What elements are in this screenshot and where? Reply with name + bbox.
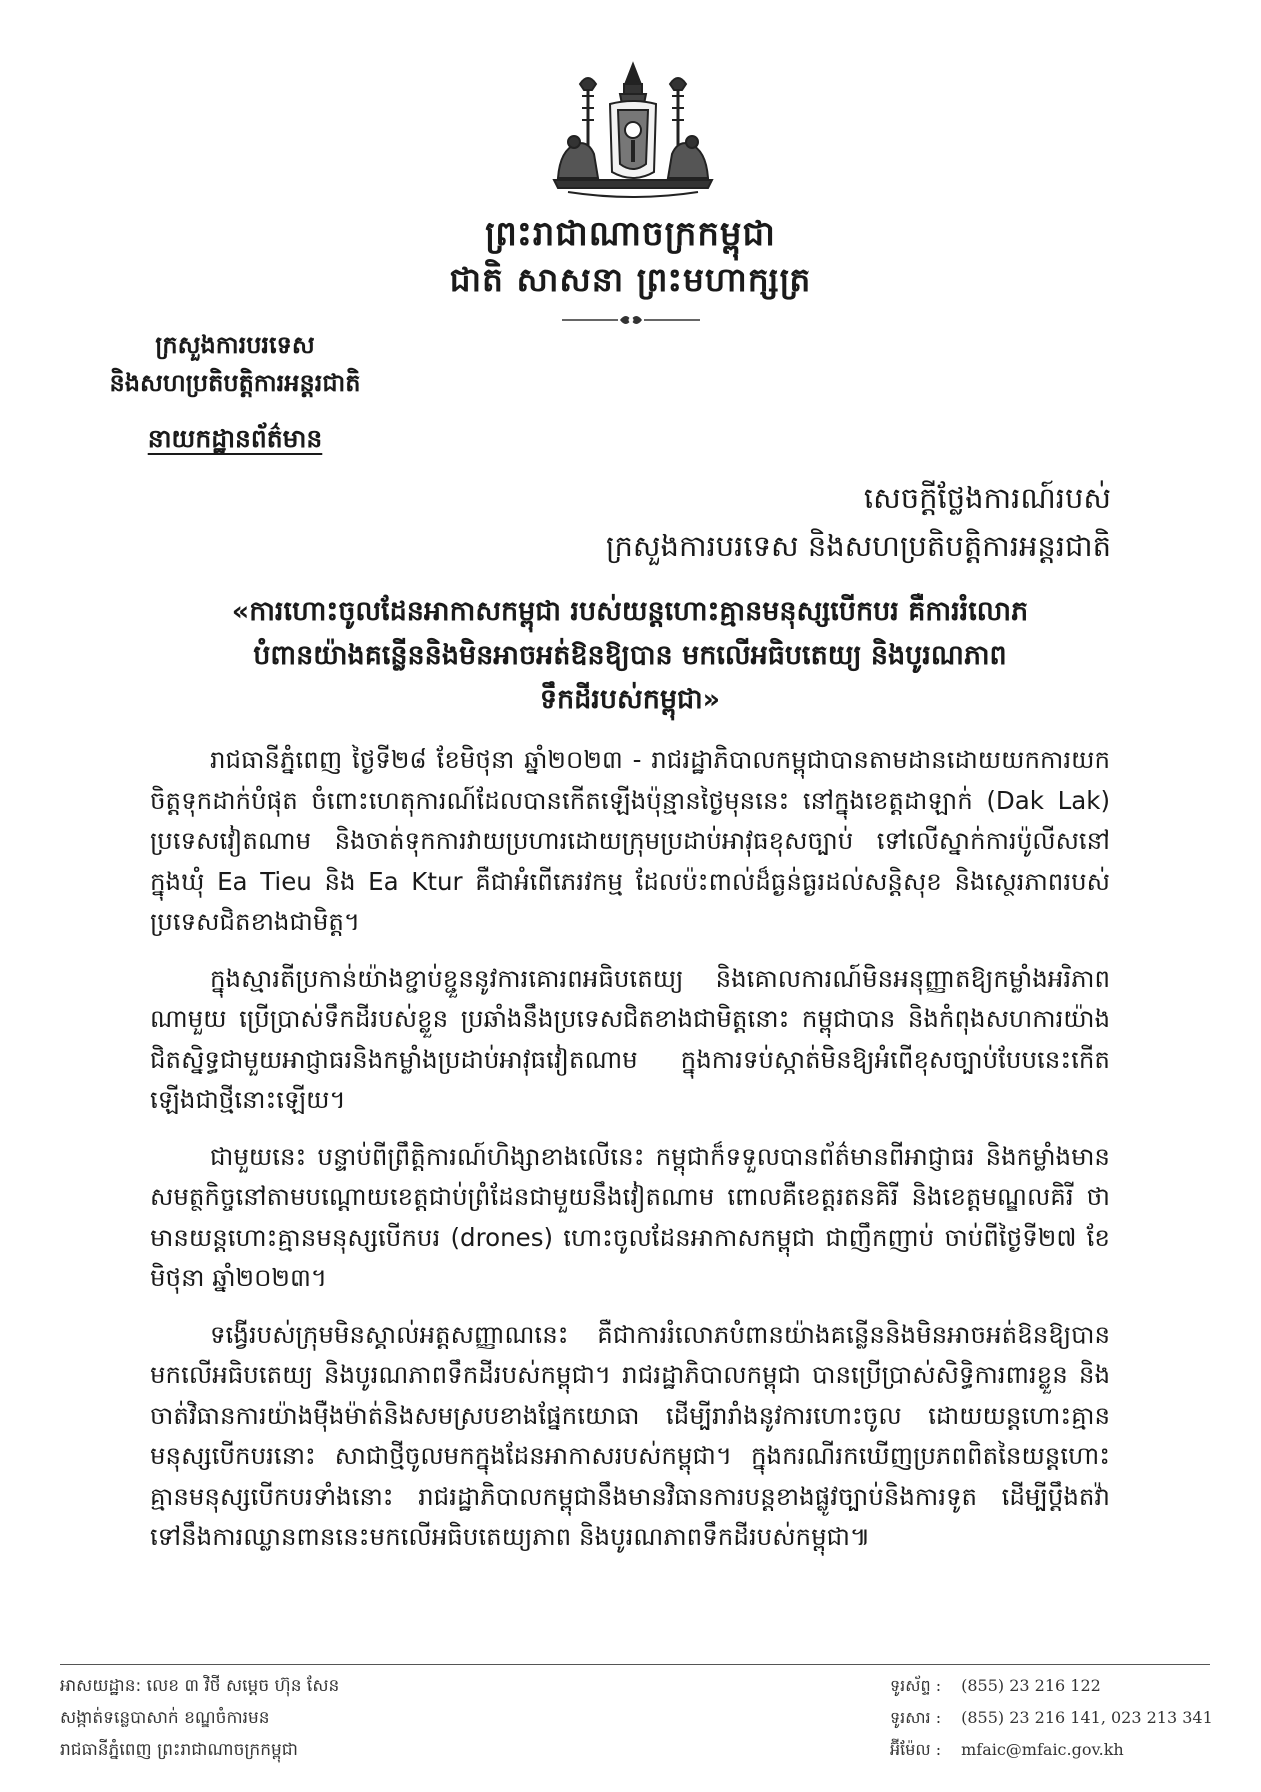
paragraph-3: ជាមួយនេះ បន្ទាប់ពីព្រឹត្តិការណ៍ហិង្សាខាងលើនេះ កម្ពុជាក៏ទទួលបានព័ត៌មានពីអាជ្ញាធរ និងកម្លាំងមានសមត្ថកិច្ចនៅតាមបណ្តោយខេត្តជាប់ព្រំដែនជាមួយនឹងវៀតណាម ពោលគឺខេត្តរតនគិរី និងខេត្តមណ្ឌលគិរី ថា មានយន្តហោះគ្មានមនុស្សបើកបរ (drones) ហោះចូលដែនអាកាសកម្ពុជា ជាញឹកញាប់ ចាប់ពីថ្ងៃទី២៧ ខែមិថុនា ឆ្នាំ២០២៣។ (150, 1141, 1110, 1292)
ornament-divider-icon (560, 312, 702, 328)
statement-body (150, 740, 1110, 1574)
ministry-line-1: ក្រសួងការបរទេស (155, 331, 315, 359)
address-line-2: សង្កាត់ទន្លេបាសាក់ ខណ្ឌចំការមន (60, 1708, 270, 1728)
statement-title-line-1: «ការហោះចូលដែនអាកាសកម្ពុជា របស់យន្តហោះគ្មានមនុស្សបើកបរ គឺការរំលោភ (231, 596, 1029, 627)
footer-address (60, 1670, 339, 1766)
statement-title-line-3: ទឹកដីរបស់កម្ពុជា» (539, 684, 721, 715)
fax-row (890, 1702, 1213, 1734)
statement-title-line-2: បំពានយ៉ាងគន្លើននិងមិនអាចអត់ឱនឱ្យបាន មកលើអធិបតេយ្យ និងបូរណភាព (253, 640, 1007, 671)
paragraph-1: រាជធានីភ្នំពេញ ថ្ងៃទី២៨ ខែមិថុនា ឆ្នាំ២០២៣ - រាជរដ្ឋាភិបាលកម្ពុជាបានតាមដានដោយយកការយកចិត្តទុកដាក់បំផុត ចំពោះហេតុការណ៍ដែលបានកើតឡើងប៉ុន្មានថ្ងៃមុននេះ នៅក្នុងខេត្តដាឡាក់ (Dak Lak) ប្រទេសវៀតណាម និងចាត់ទុកការវាយប្រហារដោយក្រុមប្រដាប់អាវុធខុសច្បាប់ ទៅលើស្នាក់ការប៉ូលីសនៅក្នុងឃុំ Ea Tieu និង Ea Ktur គឺជាអំពើភេរវកម្ម ដែលប៉ះពាល់ដ៏ធ្ងន់ធ្ងរដល់សន្តិសុខ និងស្ថេរភាពរបស់ប្រទេសជិតខាងជាមិត្ត។ (150, 745, 1110, 936)
phone-number: (855) 23 216 122 (961, 1676, 1101, 1695)
email-row (890, 1734, 1213, 1766)
email-address: mfaic@mfaic.gov.kh (961, 1740, 1124, 1759)
national-motto: ជាតិ សាសនា ព្រះមហាក្សត្រ (449, 260, 812, 299)
ministry-name (70, 326, 400, 402)
statement-heading-line-1: សេចក្តីថ្លែងការណ៍របស់ (863, 481, 1111, 515)
royal-coat-of-arms-icon (548, 60, 718, 200)
address-value-1: លេខ ៣ វិថី សម្តេច ហ៊ុន សែន (146, 1676, 340, 1696)
department-label: នាយកដ្ឋានព័ត៌មាន (147, 424, 323, 453)
statement-heading-line-2: ក្រសួងការបរទេស និងសហប្រតិបត្តិការអន្តរជាតិ (605, 529, 1111, 563)
email-label: អ៊ីម៉ែល : (890, 1740, 942, 1759)
statement-title (150, 590, 1110, 722)
statement-heading (606, 474, 1111, 570)
footer-divider (60, 1664, 1210, 1665)
phone-row (890, 1670, 1213, 1702)
paragraph-2: ក្នុងស្មារតីប្រកាន់យ៉ាងខ្ជាប់ខ្ជួននូវការគោរពអធិបតេយ្យ និងគោលការណ៍មិនអនុញ្ញាតឱ្យកម្លាំងអរិភាពណាមួយ ប្រើប្រាស់ទឹកដីរបស់ខ្លួន ប្រឆាំងនឹងប្រទេសជិតខាងជាមិត្តនោះ កម្ពុជាបាន និងកំពុងសហការយ៉ាងជិតស្និទ្ធជាមួយអាជ្ញាធរនិងកម្លាំងប្រដាប់អាវុធវៀតណាម ក្នុងការទប់ស្កាត់មិនឱ្យអំពើខុសច្បាប់បែបនេះកើតឡើងជាថ្មីនោះឡើយ។ (150, 963, 1110, 1114)
address-line-3: រាជធានីភ្នំពេញ ព្រះរាជាណាចក្រកម្ពុជា (60, 1740, 298, 1760)
footer-contacts (890, 1670, 1213, 1766)
phone-label: ទូរស័ព្ទ : (890, 1676, 942, 1695)
kingdom-name: ព្រះរាជាណាចក្រកម្ពុជា (485, 214, 776, 254)
fax-number: (855) 23 216 141, 023 213 341 (961, 1708, 1213, 1727)
address-label: អាសយដ្ឋាន: (60, 1676, 142, 1696)
paragraph-4: ទង្វើរបស់ក្រុមមិនស្គាល់អត្តសញ្ញាណនេះ គឺជាការរំលោភបំពានយ៉ាងគន្លើននិងមិនអាចអត់ឱនឱ្យបាន មកលើអធិបតេយ្យ និងបូរណភាពទឹកដីរបស់កម្ពុជា។ រាជរដ្ឋាភិបាលកម្ពុជា បានប្រើប្រាស់សិទ្ធិការពារខ្លួន និងចាត់វិធានការយ៉ាងម៉ឺងម៉ាត់និងសមស្របខាងផ្នែកយោធា ដើម្បីរារាំងនូវការហោះចូល ដោយយន្តហោះគ្មានមនុស្សបើកបរនោះ សាជាថ្មីចូលមកក្នុងដែនអាកាសរបស់កម្ពុជា។ ក្នុងករណីរកឃើញប្រភពពិតនៃយន្តហោះគ្មានមនុស្សបើកបរទាំងនោះ រាជរដ្ឋាភិបាលកម្ពុជានឹងមានវិធានការបន្តខាងផ្លូវច្បាប់និងការទូត ដើម្បីប្តឹងតវ៉ាទៅនឹងការឈ្លានពាននេះមកលើអធិបតេយ្យភាព និងបូរណភាពទឹកដីរបស់កម្ពុជា៕ (150, 1319, 1110, 1551)
fax-label: ទូរសារ : (890, 1708, 942, 1727)
department-name (70, 424, 400, 460)
ministry-line-2: និងសហប្រតិបត្តិការអន្តរជាតិ (109, 369, 361, 397)
address-line-1 (60, 1670, 339, 1702)
